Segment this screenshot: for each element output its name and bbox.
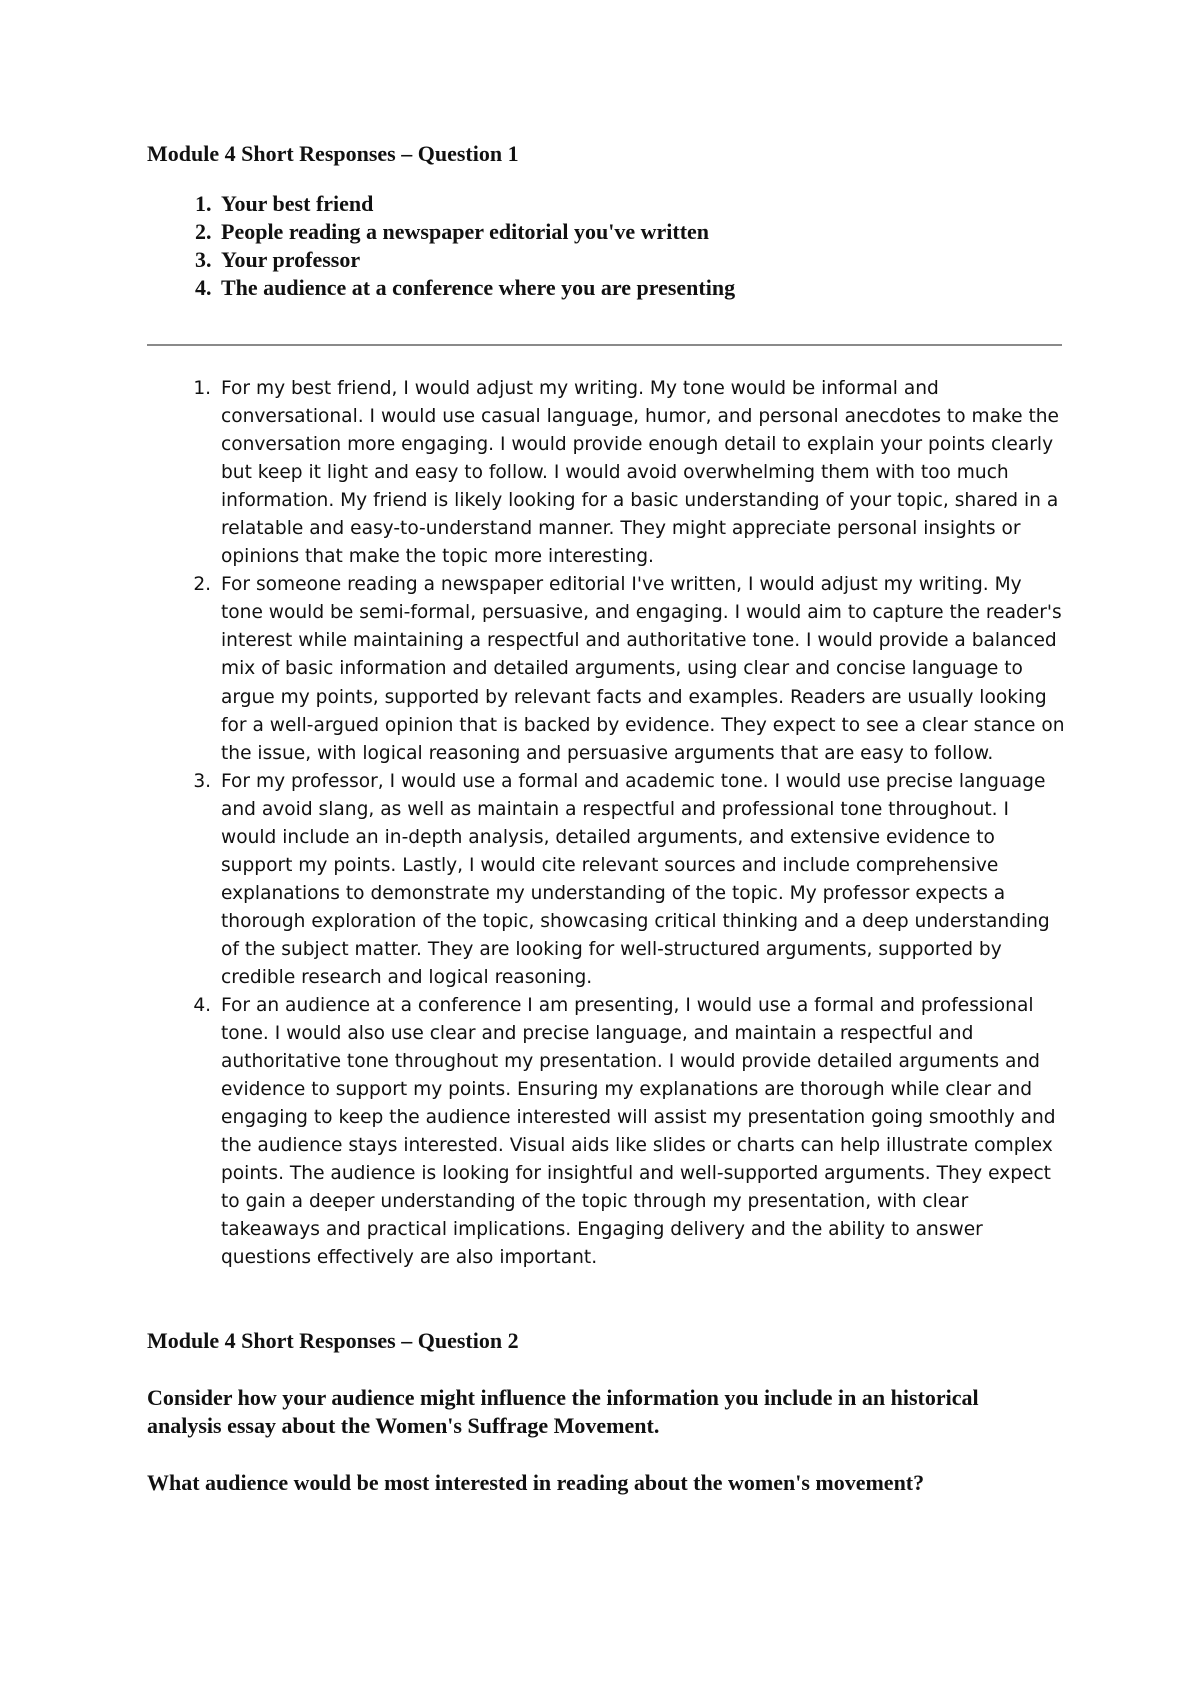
answer-item: 2. For someone reading a newspaper editorial I've written, I would adjust my writing. My tone would be semi-formal, persuasive, and engaging. I would aim to capture the reader's interest while maintaining a respectful and authoritative tone. I would provide a balanced mix of basic information and detailed arguments, using clear and concise language to argue my points, supported by relevant facts and examples. Readers are usually looking for a well-argued opinion that is backed by evidence. They expect to see a clear stance on the issue, with logical reasoning and persuasive arguments that are easy to follow. [217, 571, 1065, 767]
section-1-heading: Module 4 Short Responses – Question 1 [147, 141, 519, 166]
answer-item: 4. For an audience at a conference I am presenting, I would use a formal and professional tone. I would also use clear and precise language, and maintain a respectful and authoritative tone throughout my presentation. I would provide detailed arguments and evidence to support my points. Ensuring my explanations are thorough while clear and engaging to keep the audience interested will assist my presentation going smoothly and the audience stays interested. Visual aids like slides or charts can help illustrate complex points. The audience is looking for insightful and well-supported arguments. They expect to gain a deeper understanding of the topic through my presentation, with clear takeaways and practical implications. Engaging delivery and the ability to answer questions effectively are also important. [217, 992, 1065, 1272]
section-2-question: What audience would be most interested in reading about the women's movement? [147, 1469, 925, 1495]
section-2-heading: Module 4 Short Responses – Question 2 [147, 1327, 519, 1353]
document-page [147, 140, 1067, 1497]
answer-item: 1. For my best friend, I would adjust my writing. My tone would be informal and conversational. I would use casual language, humor, and personal anecdotes to make the conversation more engaging. I would provide enough detail to explain your points clearly but keep it light and easy to follow. I would avoid overwhelming them with too much information. My friend is likely looking for a basic understanding of your topic, shared in a relatable and easy-to-understand manner. They might appreciate personal insights or opinions that make the topic more interesting. [217, 375, 1065, 571]
audience-item: 3. Your professor [217, 246, 1067, 274]
answer-list [147, 375, 1065, 1273]
audience-item: 4. The audience at a conference where you are presenting [217, 274, 1067, 302]
horizontal-divider [147, 344, 1062, 346]
answer-item: 3. For my professor, I would use a formal and academic tone. I would use precise language and avoid slang, as well as maintain a respectful and professional tone throughout. I would include an in-depth analysis, detailed arguments, and extensive evidence to support my points. Lastly, I would cite relevant sources and include comprehensive explanations to demonstrate my understanding of the topic. My professor expects a thorough exploration of the topic, showcasing critical thinking and a deep understanding of the subject matter. They are looking for well-structured arguments, supported by credible research and logical reasoning. [217, 768, 1065, 992]
section-2-prompt: Consider how your audience might influence the information you include in an historical analysis essay about the Women's Suffrage Movement. [147, 1384, 979, 1438]
audience-item: 1. Your best friend [217, 190, 1067, 218]
audience-item: 2. People reading a newspaper editorial you've written [217, 218, 1067, 246]
audience-list [147, 190, 1067, 302]
